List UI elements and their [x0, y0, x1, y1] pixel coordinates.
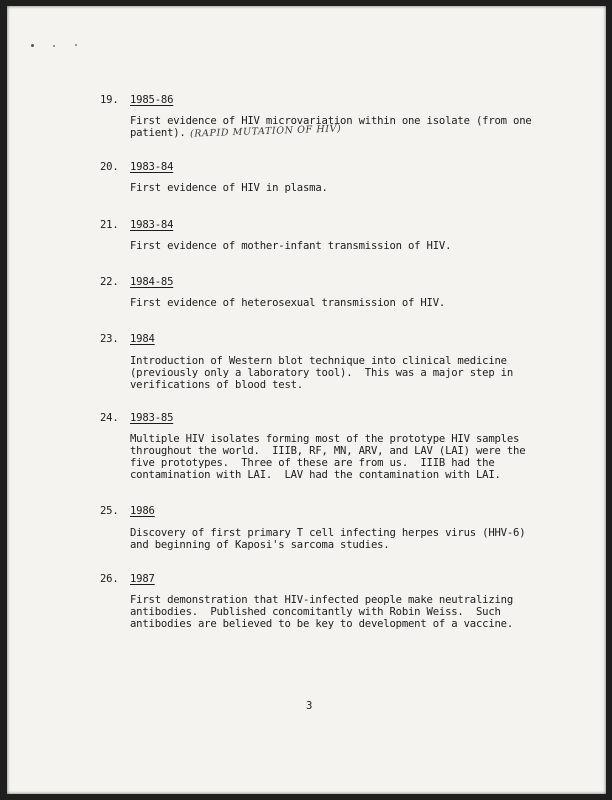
entry-date: 1985-86	[130, 94, 174, 106]
handwritten-annotation: (RAPID MUTATION OF HIV)	[189, 123, 342, 140]
entry-number: 24.	[100, 412, 119, 424]
entry-number: 19.	[100, 94, 119, 106]
entry-line: First evidence of heterosexual transmission of HIV.	[130, 297, 446, 309]
entry-line: (previously only a laboratory tool). This was a major step in	[130, 367, 514, 379]
entry-line: First evidence of mother-infant transmission of HIV.	[130, 240, 452, 252]
entry-date: 1987	[130, 573, 155, 585]
entry-number: 23.	[100, 333, 119, 345]
entry-line: verifications of blood test.	[130, 379, 303, 391]
paper-speck	[53, 45, 55, 47]
paper-speck	[75, 44, 77, 46]
entry-line: First demonstration that HIV-infected people make neutralizing	[130, 594, 514, 606]
entry-line: antibodies are believed to be key to development of a vaccine.	[130, 618, 514, 630]
entry-number: 20.	[100, 161, 119, 173]
entry-line: antibodies. Published concomitantly with Robin Weiss. Such	[130, 606, 501, 618]
entry-number: 25.	[100, 505, 119, 517]
entry-line: five prototypes. Three of these are from us. IIIB had the	[130, 457, 495, 469]
entry-number: 21.	[100, 219, 119, 231]
entry-line: Multiple HIV isolates forming most of the prototype HIV samples	[130, 433, 520, 445]
entry-date: 1984	[130, 333, 155, 345]
entry-date: 1983-85	[130, 412, 174, 424]
entry-date: 1986	[130, 505, 155, 517]
entry-date: 1983-84	[130, 161, 174, 173]
entry-date: 1983-84	[130, 219, 174, 231]
paper-speck	[31, 44, 34, 47]
entry-line: patient).	[130, 127, 186, 139]
entry-number: 26.	[100, 573, 119, 585]
entry-line: throughout the world. IIIB, RF, MN, ARV, and LAV (LAI) were the	[130, 445, 526, 457]
entry-line: First evidence of HIV in plasma.	[130, 182, 328, 194]
entry-line: Introduction of Western blot technique into clinical medicine	[130, 355, 507, 367]
entry-number: 22.	[100, 276, 119, 288]
page-number: 3	[306, 700, 313, 712]
entry-line: First evidence of HIV microvariation within one isolate (from one	[130, 115, 532, 127]
entry-line: contamination with LAI. LAV had the contamination with LAI.	[130, 469, 501, 481]
entry-date: 1984-85	[130, 276, 174, 288]
entry-line: and beginning of Kaposi's sarcoma studies.	[130, 539, 390, 551]
entry-line: Discovery of first primary T cell infecting herpes virus (HHV-6)	[130, 527, 526, 539]
